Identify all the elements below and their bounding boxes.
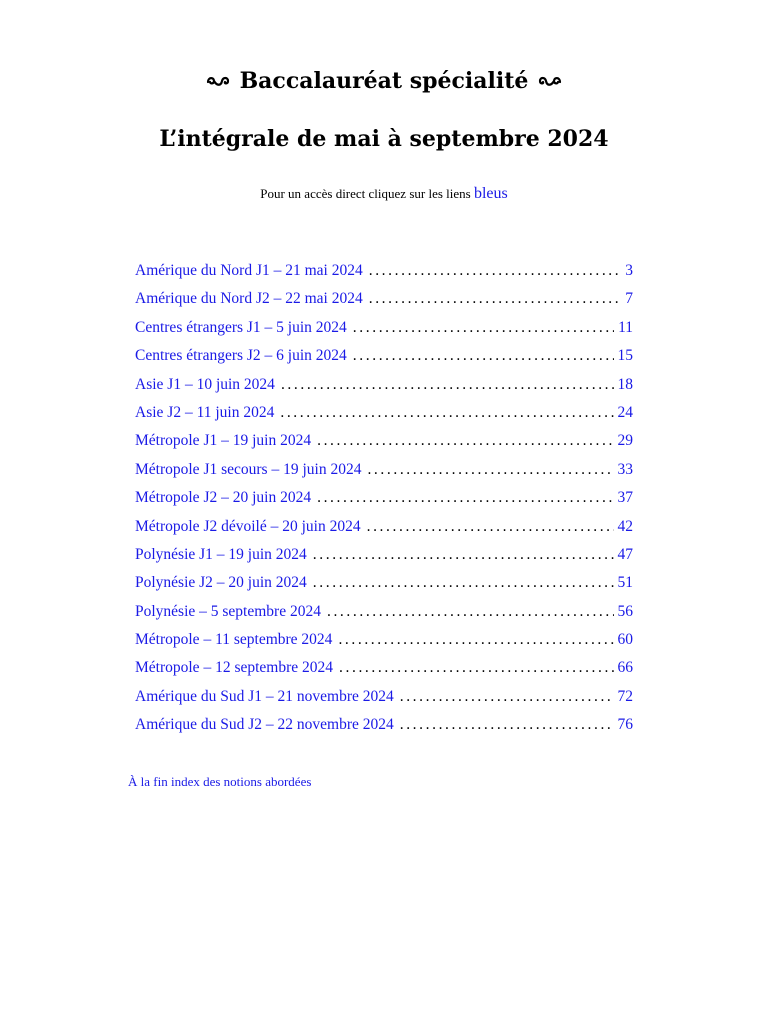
toc-entry[interactable] bbox=[135, 541, 633, 569]
access-hint bbox=[0, 183, 768, 205]
index-link[interactable]: À la fin index des notions abordées bbox=[128, 774, 312, 789]
toc-entry-label[interactable]: Amérique du Sud J1 – 21 novembre 2024 bbox=[135, 687, 394, 705]
toc-entry-label[interactable]: Polynésie J2 – 20 juin 2024 bbox=[135, 574, 307, 592]
toc-entry-label[interactable]: Centres étrangers J2 – 6 juin 2024 bbox=[135, 347, 347, 365]
toc-entry[interactable] bbox=[135, 285, 633, 313]
access-hint-blue-word: bleus bbox=[473, 185, 508, 202]
toc-entry-page-number[interactable]: 51 bbox=[617, 574, 633, 592]
toc-entry-page-number[interactable]: 29 bbox=[617, 432, 633, 450]
table-of-contents bbox=[135, 257, 633, 740]
fleuron-right-icon bbox=[538, 74, 562, 88]
toc-entry[interactable] bbox=[135, 314, 633, 342]
toc-entry-page-number[interactable]: 47 bbox=[617, 545, 633, 563]
toc-entry-label[interactable]: Centres étrangers J1 – 5 juin 2024 bbox=[135, 318, 347, 336]
toc-entry[interactable] bbox=[135, 513, 633, 541]
toc-entry-label[interactable]: Amérique du Nord J1 – 21 mai 2024 bbox=[135, 262, 363, 279]
toc-leader-dots bbox=[281, 371, 614, 399]
toc-entry-page-number[interactable]: 7 bbox=[625, 290, 633, 308]
toc-entry-label[interactable]: Asie J1 – 10 juin 2024 bbox=[135, 375, 275, 393]
toc-entry-label[interactable]: Polynésie – 5 septembre 2024 bbox=[135, 602, 321, 620]
toc-entry-page-number[interactable]: 72 bbox=[617, 687, 633, 705]
toc-entry-page-number[interactable]: 66 bbox=[617, 659, 633, 677]
toc-leader-dots bbox=[317, 427, 613, 455]
toc-leader-dots bbox=[339, 654, 613, 682]
toc-entry-page-number[interactable]: 33 bbox=[617, 460, 633, 478]
toc-leader-dots bbox=[400, 683, 614, 711]
toc-entry[interactable] bbox=[135, 342, 633, 370]
access-hint-text: Pour un accès direct cliquez sur les liens bbox=[260, 186, 471, 201]
title-block bbox=[0, 64, 768, 97]
toc-entry-label[interactable]: Amérique du Sud J2 – 22 novembre 2024 bbox=[135, 716, 394, 734]
toc-entry[interactable] bbox=[135, 569, 633, 597]
fleuron-left-icon bbox=[206, 74, 230, 88]
toc-leader-dots bbox=[313, 569, 614, 597]
toc-entry-label[interactable]: Métropole J1 – 19 juin 2024 bbox=[135, 432, 312, 450]
toc-entry[interactable] bbox=[135, 598, 633, 626]
toc-entry[interactable] bbox=[135, 427, 633, 455]
toc-leader-dots bbox=[400, 711, 614, 739]
toc-entry-page-number[interactable]: 11 bbox=[618, 318, 633, 336]
toc-leader-dots bbox=[317, 484, 613, 512]
toc-entry-label[interactable]: Métropole J2 – 20 juin 2024 bbox=[135, 489, 312, 507]
toc-entry[interactable] bbox=[135, 484, 633, 512]
toc-entry[interactable] bbox=[135, 399, 633, 427]
toc-entry[interactable] bbox=[135, 654, 633, 682]
toc-entry-label[interactable]: Métropole J2 dévoilé – 20 juin 2024 bbox=[135, 517, 361, 535]
toc-entry-page-number[interactable]: 24 bbox=[617, 403, 633, 421]
toc-leader-dots bbox=[353, 342, 614, 370]
toc-leader-dots bbox=[280, 399, 613, 427]
toc-entry-page-number[interactable]: 76 bbox=[617, 716, 633, 734]
toc-entry[interactable] bbox=[135, 371, 633, 399]
toc-entry[interactable] bbox=[135, 683, 633, 711]
toc-entry-page-number[interactable]: 15 bbox=[617, 347, 633, 365]
toc-entry[interactable] bbox=[135, 257, 633, 285]
toc-entry-page-number[interactable]: 60 bbox=[617, 631, 633, 649]
toc-entry-page-number[interactable]: 18 bbox=[617, 375, 633, 393]
toc-entry-label[interactable]: Métropole – 12 septembre 2024 bbox=[135, 659, 334, 677]
toc-entry[interactable] bbox=[135, 711, 633, 739]
toc-entry-label[interactable]: Asie J2 – 11 juin 2024 bbox=[135, 403, 275, 421]
toc-entry-page-number[interactable]: 37 bbox=[617, 489, 633, 507]
toc-leader-dots bbox=[313, 541, 614, 569]
toc-leader-dots bbox=[327, 598, 614, 626]
toc-leader-dots bbox=[338, 626, 613, 654]
toc-entry-label[interactable]: Métropole – 11 septembre 2024 bbox=[135, 631, 333, 649]
toc-entry-page-number[interactable]: 42 bbox=[617, 517, 633, 535]
toc-entry-label[interactable]: Amérique du Nord J2 – 22 mai 2024 bbox=[135, 290, 363, 308]
toc-entry[interactable] bbox=[135, 456, 633, 484]
toc-entry-page-number[interactable]: 56 bbox=[617, 602, 633, 620]
toc-leader-dots bbox=[369, 257, 622, 285]
toc-leader-dots bbox=[367, 513, 614, 541]
toc-leader-dots bbox=[369, 285, 622, 313]
toc-entry-label[interactable]: Polynésie J1 – 19 juin 2024 bbox=[135, 545, 307, 563]
page-title: Baccalauréat spécialité bbox=[239, 68, 529, 94]
toc-entry-page-number[interactable]: 3 bbox=[625, 262, 633, 279]
toc-entry[interactable] bbox=[135, 626, 633, 654]
toc-leader-dots bbox=[353, 314, 614, 342]
toc-leader-dots bbox=[367, 456, 613, 484]
toc-entry-label[interactable]: Métropole J1 secours – 19 juin 2024 bbox=[135, 460, 362, 478]
page-subtitle: L’intégrale de mai à septembre 2024 bbox=[159, 126, 609, 152]
